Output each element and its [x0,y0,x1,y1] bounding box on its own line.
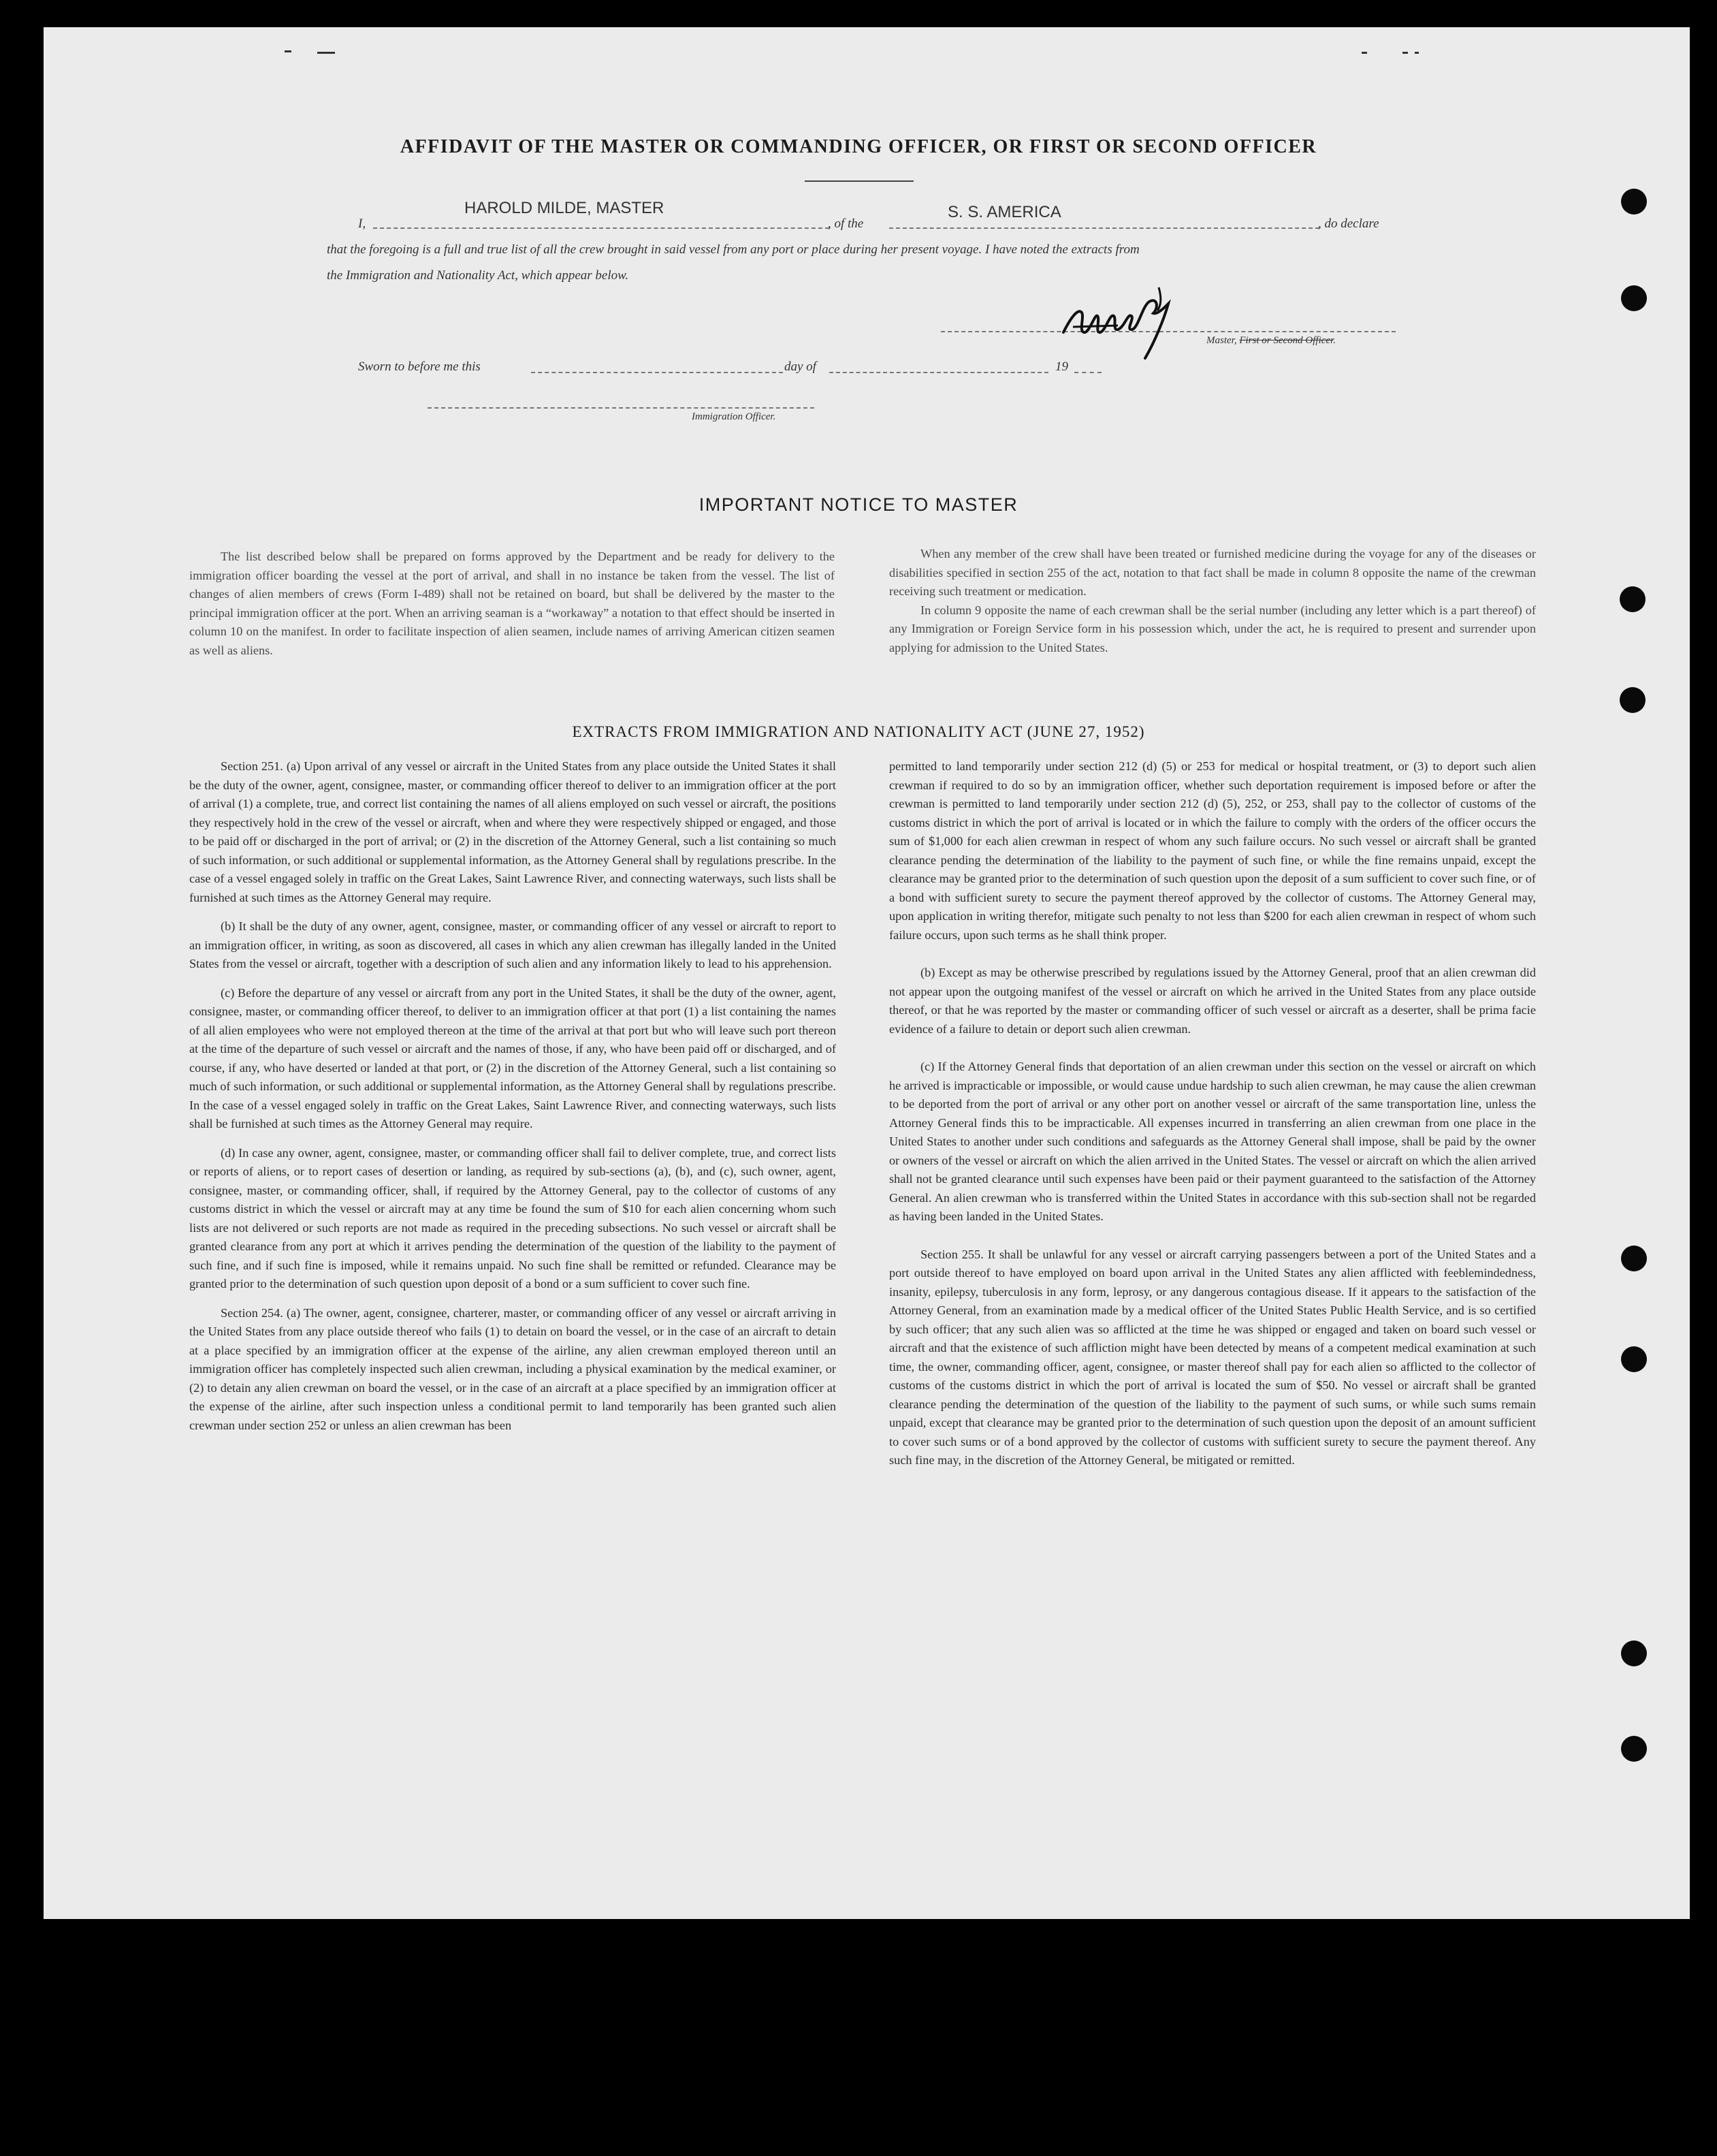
punch-hole [1621,1346,1647,1372]
year-label: 19 [1055,360,1068,374]
sworn-day-line [531,372,783,373]
notice-right-column [889,545,1536,657]
master-name-field[interactable]: HAROLD MILDE, MASTER [464,199,664,217]
declaration-line-1: that the foregoing is a full and true list of all the crew brought in said vessel from any port or place during her present voyage. I have noted the extracts from [327,242,1140,257]
year-line [1074,372,1102,373]
signature-caption-suffix: . [1333,335,1336,346]
do-declare-label: , do declare [1318,217,1379,231]
punch-hole [1621,285,1647,311]
punch-hole [1621,189,1647,215]
scan-mark [1402,52,1408,54]
scan-mark [1362,52,1367,54]
i-label: I, [358,217,366,231]
punch-hole [1620,687,1646,713]
immigration-officer-label: Immigration Officer. [692,411,776,422]
extracts-right-column [889,757,1536,1480]
scan-mark [1415,52,1419,54]
punch-hole [1621,1736,1647,1762]
section-255: Section 255. It shall be unlawful for any vessel or aircraft carrying passengers between a port of the United States and a port outside thereof to have employed on board upon arrival in the United States any alien afflicted with feeblemindedness, insanity, epilepsy, tuberculosis in any form, leprosy, or any dangerous contagious disease. If it appears to the satisfaction of the Attorney General, from an examination made by a medical officer of the United States Public Health Service, and is so certified by such officer; that any such alien was so afflicted at the time he was shipped or engaged and taken on board such vessel or aircraft and that the existence of such affliction might have been detected by means of a competent medical examination at such time, the owner, commanding officer, agent, consignee, or master thereof shall pay for each alien so afflicted to the collector of customs of the customs district in which the port of arrival is located the sum of $50. No vessel or aircraft shall be granted clearance pending the determination of the question of the liability to the payment of such sums, or while such sums remain unpaid, except that clearance may be granted prior to the determination of such question upon the deposit of an amount sufficient to cover such sums or of a bond approved by the collector of customs with sufficient surety to secure the payment thereof. Any such fine may, in the discretion of the Attorney General, be mitigated or remitted. [889,1247,1536,1467]
section-254-a: Section 254. (a) The owner, agent, consignee, charterer, master, or commanding officer of any vessel or aircraft arriving in the United States from any place outside thereof who fails (1) to detain on board the vessel, or in the case of an aircraft to detain at a place specified by an immigration officer at the expense of the airline, any alien crewman employed thereon until an immigration officer has completely inspected such alien crewman, including a physical examination by the medical examiner, or (2) to detain any alien crewman on board the vessel, or in the case of an aircraft at a place specified by an immigration officer at the expense of the airline, after such inspection unless a conditional permit to land temporarily has been granted such alien crewman under section 252 or unless an alien crewman has been [189,1305,836,1432]
vessel-name-field[interactable]: S. S. AMERICA [948,203,1061,221]
notice-right-paragraph-1: When any member of the crew shall have been treated or furnished medicine during the voyage for any of the diseases or disabilities specified in section 255 of the act, notation to that fact shall be made in column 8 opposite the name of the crewman receiving such treatment or medication. [889,547,1536,598]
of-the-label: , of the [828,217,864,231]
scan-mark [317,52,335,54]
signature-caption-prefix: Master, [1206,335,1237,346]
punch-hole [1621,1246,1647,1271]
signature-caption-struck: First or Second Officer [1239,335,1334,346]
section-251-c: (c) Before the departure of any vessel or aircraft from any port in the United States, it shall be the duty of the owner, agent, consignee, master, or commanding officer thereof, to deliver to an immigration officer at that port (1) a list containing the names of all alien employees who were not employed thereon at the time of the arrival at that port but who will leave such port thereon at the time of the departure of such vessel or aircraft and the names of those, if any, who have been paid off or discharged, and of course, if any, who have deserted or landed at that port, or (2) in the discretion of the Attorney General, such a list containing so much of such information, or such additional or supplemental information, as the Attorney General shall by regulations prescribe. In the case of a vessel engaged solely in traffic on the Great Lakes, Saint Lawrence River, and connecting waterways, such lists shall be furnished at such times as the Attorney General may require. [189,985,836,1130]
declaration-line-2: the Immigration and Nationality Act, which appear below. [327,268,629,283]
immigration-officer-line [428,407,814,409]
punch-hole [1621,1640,1647,1666]
sworn-label: Sworn to before me this [358,360,481,374]
section-254-c: (c) If the Attorney General finds that deportation of an alien crewman under this section on the vessel or aircraft on which he arrived is impracticable or impossible, or would cause undue hardship to such alien crewman, he may cause the alien crewman to be deported from the port of arrival or any other port on another vessel or aircraft of the same transportation line, unless the Attorney General finds this to be impracticable. All expenses incurred in transferring an alien crewman from one place in the United States to another under such conditions and safeguards as the Attorney General shall impose, shall be paid by the owner or owners of the vessel or aircraft on which the alien arrived in the United States. The vessel or aircraft on which the alien arrived shall not be granted clearance until such expenses have been paid or their payment guaranteed to the satisfaction of the Attorney General. An alien crewman who is transferred within the United States in accordance with this sub-section shall not be regarded as having been landed in the United States. [889,1060,1536,1223]
notice-left-paragraph: The list described below shall be prepared on forms approved by the Department and be ready for delivery to the immigration officer boarding the vessel at the port of arrival, and shall in no instance be taken from the vessel. The list of changes of alien members of crews (Form I-489) shall not be retained on board, but shall be delivered by the master to the principal immigration officer at the port. When an arriving seaman is a “workaway” a notation to that effect should be inserted in column 10 on the manifest. In order to facilitate inspection of alien seamen, include names of arriving American citizen seamen as well as aliens. [189,550,835,657]
section-251-a: Section 251. (a) Upon arrival of any vessel or aircraft in the United States from any place outside the United States it shall be the duty of the owner, agent, consignee, master, or commanding officer thereof to deliver to an immigration officer at the port of arrival (1) a complete, true, and correct list containing the names of all aliens employed on such vessel or aircraft, the positions they respectively hold in the crew of the vessel or aircraft, when and where they were respectively shipped or engaged, and those to be paid off or discharged in the port of arrival; or (2) in the discretion of the Attorney General, such a list containing so much of such information, or such additional or supplemental information, as the Attorney General shall by regulations prescribe. In the case of a vessel engaged solely in traffic on the Great Lakes, Saint Lawrence River, and connecting waterways, such lists shall be furnished at such times as the Attorney General may require. [189,759,836,904]
notice-left-column [189,548,835,660]
section-251-d: (d) In case any owner, agent, consignee, master, or commanding officer shall fail to deliver complete, true, and correct lists or reports of aliens, or to report cases of desertion or landing, as required by sub-sections (a), (b), and (c), such owner, agent, consignee, master, or commanding officer, shall, if required by the Attorney General, pay to the collector of customs of any customs district in which the vessel or aircraft may at any time be found the sum of $10 for each alien concerning whom such lists are not delivered or such reports are not made as required in the preceding subsections. No such vessel or aircraft shall be granted clearance from any port at which it arrives pending the determination of the question of the liability to the payment of such fine, and if such fine is imposed, while it remains unpaid. No such fine shall be remitted or refunded. Clearance may be granted prior to the determination of such question upon deposit of a bond or a sum sufficient to cover such fine. [189,1145,836,1290]
notice-right-paragraph-2: In column 9 opposite the name of each crewman shall be the serial number (including any letter which is a part thereof) of any Immigration or Foreign Service form in his possession which, under the act, he is required to present and surrender upon applying for admission to the United States. [889,603,1536,654]
title-rule [805,180,914,182]
name-field-line [373,227,829,229]
notice-title: IMPORTANT NOTICE TO MASTER [699,494,1018,515]
section-254-b: (b) Except as may be otherwise prescribed by regulations issued by the Attorney General, proof that an alien crewman did not appear upon the outgoing manifest of the vessel or aircraft on which he arrived in the United States from any place outside thereof, or that he was reported by the master or commanding officer of such vessel or aircraft as a deserter, shall be prima facie evidence of a failure to detain or deport such alien crewman. [889,966,1536,1036]
affidavit-title: AFFIDAVIT OF THE MASTER OR COMMANDING OFFICER, OR FIRST OR SECOND OFFICER [400,136,1317,157]
section-254-a-continued: permitted to land temporarily under section 212 (d) (5) or 253 for medical or hospital treatment, or (3) to deport such alien crewman if required to do so by an immigration officer, whether such deportation requirement is imposed before or after the crewman is permitted to land temporarily under section 212 (d) (5), 252, or 253, shall pay to the collector of customs of the customs district in which the port of arrival is located or in which the failure to comply with the orders of the officer occurs the sum of $1,000 for each alien crewman in respect of whom any such failure occurs. No such vessel or aircraft shall be granted clearance pending the determination of the liability to the payment of such fine, or while the fine remains unpaid, except the clearance may be granted prior to the determination of such question upon the deposit of a sum sufficient to cover such fine, or of a bond with sufficient surety to secure the payment thereof approved by the collector of customs. The Attorney General may, upon application in writing therefor, mitigate such penalty to not less than $200 for each alien crewman in respect of whom such failure occurs, upon such terms as he shall think proper. [889,759,1536,942]
scan-mark [285,50,291,52]
extracts-title: EXTRACTS FROM IMMIGRATION AND NATIONALITY ACT (JUNE 27, 1952) [572,723,1145,740]
master-signature [1055,274,1205,369]
extracts-left-column [189,757,836,1445]
sworn-month-line [829,372,1048,373]
day-of-label: day of [784,360,816,374]
signature-caption [1206,335,1336,347]
punch-hole [1620,586,1646,612]
section-251-b: (b) It shall be the duty of any owner, agent, consignee, master, or commanding officer of any vessel or aircraft to report to an immigration officer, in writing, as soon as discovered, all cases in which any alien crewman has illegally landed in the United States from the vessel or aircraft, together with a description of such alien and any information likely to lead to his apprehension. [189,919,836,970]
vessel-field-line [889,227,1319,229]
